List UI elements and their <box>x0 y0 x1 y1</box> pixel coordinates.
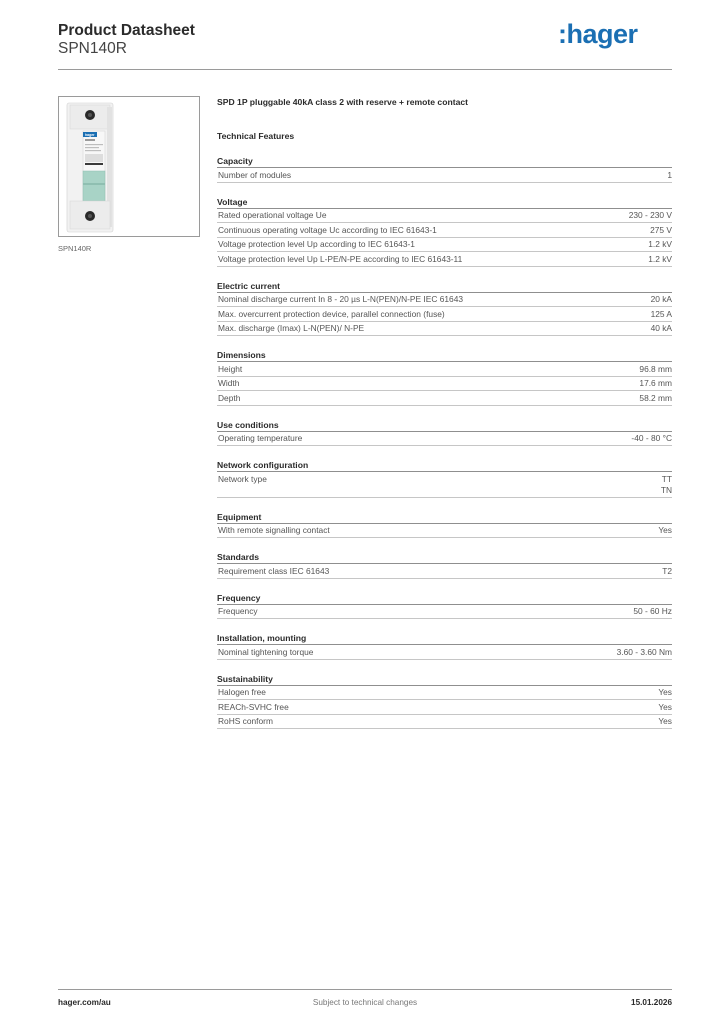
section-title: Capacity <box>217 155 672 168</box>
section-title: Equipment <box>217 511 672 524</box>
datasheet-content <box>217 96 672 729</box>
table-row: Network type TT TN <box>217 472 672 498</box>
footer-website-link[interactable]: hager.com/au <box>58 998 111 1007</box>
product-image <box>58 96 200 237</box>
section-title: Frequency <box>217 592 672 605</box>
table-row: Nominal discharge current In 8 - 20 µs L-N(PEN)/N-PE IEC 61643 20 kA <box>217 293 672 308</box>
header-divider <box>58 69 672 70</box>
section-title: Dimensions <box>217 349 672 362</box>
table-row: Requirement class IEC 61643 T2 <box>217 564 672 579</box>
section-use-conditions <box>217 419 672 447</box>
page-title: Product Datasheet <box>58 22 195 39</box>
table-row: Height 96.8 mm <box>217 362 672 377</box>
section-title: Installation, mounting <box>217 632 672 645</box>
section-title: Voltage <box>217 196 672 209</box>
product-reference: SPN140R <box>58 40 127 57</box>
technical-features-heading: Technical Features <box>217 131 295 141</box>
table-row: Rated operational voltage Ue 230 - 230 V <box>217 209 672 224</box>
section-frequency <box>217 592 672 620</box>
section-title: Network configuration <box>217 459 672 472</box>
table-row: Width 17.6 mm <box>217 377 672 392</box>
table-row: RoHS conform Yes <box>217 715 672 730</box>
section-title: Sustainability <box>217 673 672 686</box>
table-row: Nominal tightening torque 3.60 - 3.60 Nm <box>217 645 672 660</box>
product-description: SPD 1P pluggable 40kA class 2 with reserve + remote contact <box>217 97 468 107</box>
page-footer <box>58 998 672 1010</box>
svg-text:hager: hager <box>85 133 95 137</box>
table-row: REACh-SVHC free Yes <box>217 700 672 715</box>
logo-text: :hager <box>558 20 638 49</box>
table-row: Max. overcurrent protection device, parallel connection (fuse) 125 A <box>217 307 672 322</box>
table-row: Voltage protection level Up according to IEC 61643-1 1.2 kV <box>217 238 672 253</box>
image-caption: SPN140R <box>58 244 92 253</box>
hager-logo <box>558 20 654 50</box>
section-title: Standards <box>217 551 672 564</box>
section-standards <box>217 551 672 579</box>
table-row: Halogen free Yes <box>217 686 672 701</box>
table-row: Continuous operating voltage Uc according to IEC 61643-1 275 V <box>217 223 672 238</box>
status-window <box>83 171 105 201</box>
section-installation-mounting <box>217 632 672 660</box>
footer-notice: Subject to technical changes <box>312 998 418 1007</box>
section-title: Use conditions <box>217 419 672 432</box>
section-network-configuration <box>217 459 672 498</box>
table-row: Frequency 50 - 60 Hz <box>217 605 672 620</box>
section-electric-current <box>217 280 672 337</box>
spd-device-illustration <box>59 97 199 236</box>
footer-date: 15.01.2026 <box>631 998 672 1007</box>
section-equipment <box>217 511 672 539</box>
section-capacity <box>217 155 672 183</box>
section-dimensions <box>217 349 672 406</box>
section-title: Electric current <box>217 280 672 293</box>
table-row: Number of modules 1 <box>217 168 672 183</box>
table-row: With remote signalling contact Yes <box>217 524 672 539</box>
footer-divider <box>58 989 672 990</box>
table-row: Operating temperature -40 - 80 °C <box>217 432 672 447</box>
table-row: Depth 58.2 mm <box>217 391 672 406</box>
table-row: Voltage protection level Up L-PE/N-PE according to IEC 61643-11 1.2 kV <box>217 252 672 267</box>
section-sustainability <box>217 673 672 730</box>
page-header <box>58 22 672 68</box>
table-row: Max. discharge (Imax) L-N(PEN)/ N-PE 40 kA <box>217 322 672 337</box>
section-voltage <box>217 196 672 267</box>
